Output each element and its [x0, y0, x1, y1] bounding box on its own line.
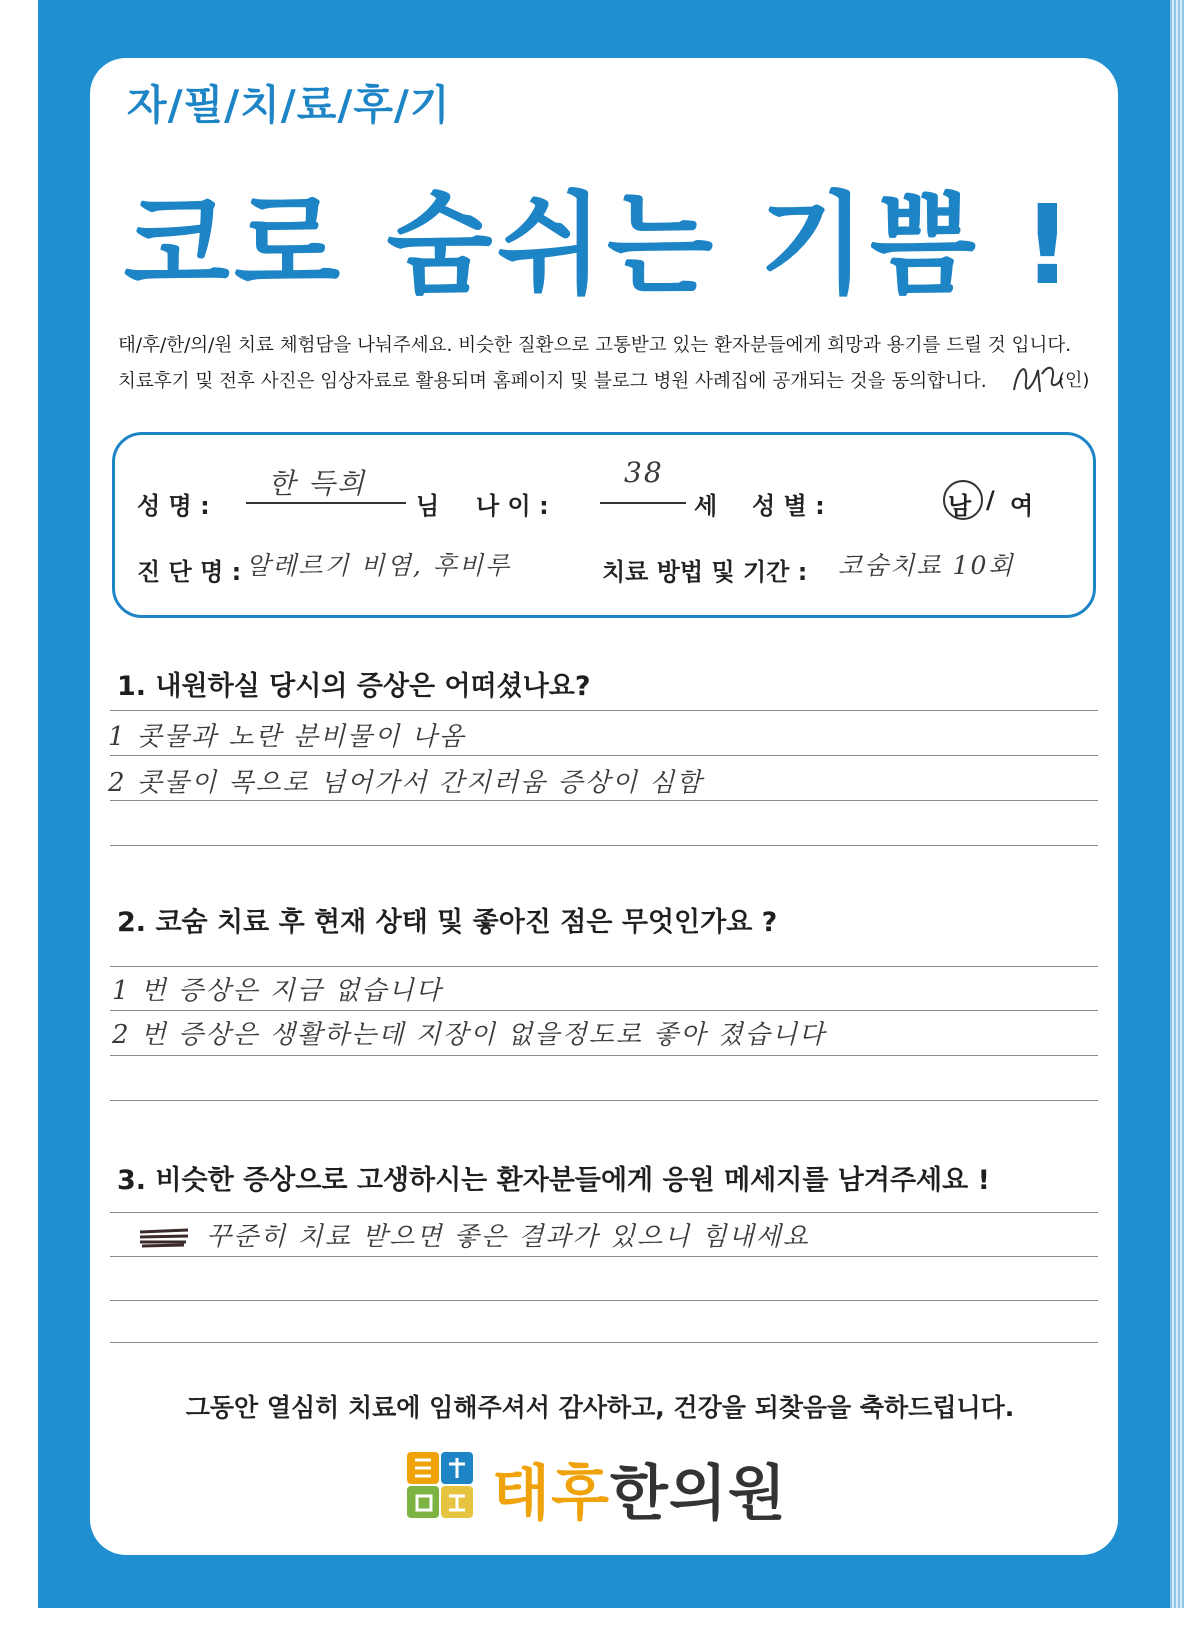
name-underline: [246, 502, 406, 504]
treatment-value: 코숨치료 10회: [838, 551, 1015, 580]
answer-rule: [110, 1212, 1098, 1213]
answer-rule: [110, 710, 1098, 711]
answer-3-1: 꾸준히 치료 받으면 좋은 결과가 있으니 힘내세요: [206, 1222, 810, 1252]
age-value: 38: [624, 456, 664, 489]
gender-female: 여: [1010, 492, 1034, 520]
answer-rule: [110, 1010, 1098, 1011]
diagnosis-label: 진 단 명 :: [137, 558, 242, 586]
age-underline: [600, 502, 686, 504]
crossed-out-scribble: [138, 1224, 190, 1250]
gender-label: 성 별 :: [752, 492, 825, 520]
answer-rule: [110, 845, 1098, 846]
patient-info-box: [112, 432, 1096, 618]
answer-1-2: 2 콧물이 목으로 넘어가서 간지러움 증상이 심함: [108, 768, 704, 798]
answer-rule: [110, 966, 1098, 967]
name-label: 성 명 :: [137, 492, 210, 520]
answer-2-2: 2 번 증상은 생활하는데 지장이 없을정도로 좋아 졌습니다: [112, 1020, 827, 1050]
age-suffix: 세: [694, 492, 718, 520]
clinic-logo-text-part1: 태후: [492, 1459, 610, 1529]
clinic-logo-text: [492, 1446, 787, 1532]
seal-mark: (인): [1058, 370, 1090, 391]
answer-rule: [110, 1342, 1098, 1343]
clinic-logo-text-part2: 한의원: [609, 1459, 787, 1529]
name-value: 한 득희: [268, 467, 367, 500]
consent-line-1: 태/후/한/의/원 치료 체험담을 나눠주세요. 비슷한 질환으로 고통받고 있는 환자분들에게 희망과 용기를 드릴 것 입니다.: [118, 335, 1072, 356]
gender-male: 남: [948, 492, 972, 520]
answer-rule: [110, 800, 1098, 801]
question-3: 3. 비슷한 증상으로 고생하시는 환자분들에게 응원 메세지를 남겨주세요 !: [117, 1165, 990, 1196]
gender-separator: /: [986, 486, 995, 514]
consent-line-2: 치료후기 및 전후 사진은 임상자료로 활용되며 홈페이지 및 블로그 병원 사례집에 공개되는 것을 동의합니다.: [118, 371, 987, 392]
answer-rule: [110, 1300, 1098, 1301]
treatment-label: 치료 방법 및 기간 :: [602, 558, 808, 586]
diagnosis-value: 알레르기 비염, 후비루: [246, 551, 512, 580]
form-subtitle: 자/필/치/료/후/기: [127, 81, 451, 129]
name-suffix: 님: [416, 492, 440, 520]
question-1: 1. 내원하실 당시의 증상은 어떠셨나요?: [117, 671, 591, 702]
question-2: 2. 코숨 치료 후 현재 상태 및 좋아진 점은 무엇인가요 ?: [117, 907, 778, 938]
answer-rule: [110, 1256, 1098, 1257]
answer-2-1: 1 번 증상은 지금 없습니다: [112, 976, 443, 1006]
answer-rule: [110, 1100, 1098, 1101]
closing-message: 그동안 열심히 치료에 임해주셔서 감사하고, 건강을 되찾음을 축하드립니다.: [185, 1393, 1015, 1422]
form-title: 코로 숨쉬는 기쁨 !: [123, 181, 1077, 309]
answer-rule: [110, 1055, 1098, 1056]
clinic-logo-icon: [405, 1450, 475, 1520]
consent-text: [118, 328, 1118, 400]
answer-rule: [110, 755, 1098, 756]
answer-1-1: 1 콧물과 노란 분비물이 나옴: [108, 722, 466, 752]
age-label: 나 이 :: [476, 492, 549, 520]
